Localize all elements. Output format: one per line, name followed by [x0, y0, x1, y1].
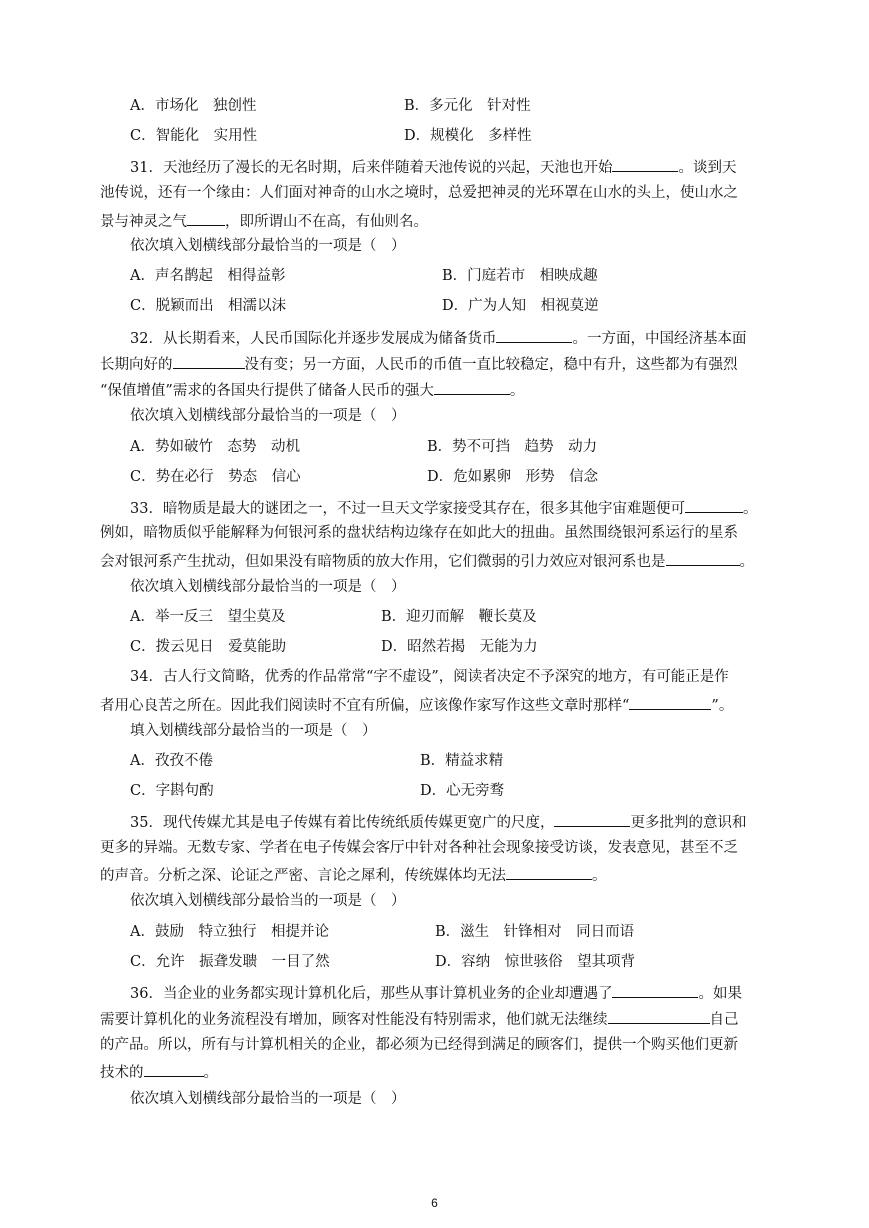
q31-option-b: B．门庭若市 相映成趣 [442, 268, 598, 284]
q36-line-2: 需要计算机化的业务流程没有增加，顾客对性能没有特别需求，他们就无法继续 自己 [100, 1008, 739, 1030]
q33-line-3: 会对银河系产生扰动，但如果没有暗物质的放大作用，它们微弱的引力效应对银河系也是 。 [100, 550, 754, 572]
answer-blank [612, 156, 678, 172]
q31-option-c: C．脱颖而出 相濡以沫 [130, 298, 287, 314]
answer-blank [612, 982, 698, 998]
q34-line-2: 者用心良苦之所在。因此我们阅读时不宜有所偏，应该像作家写作这些文章时那样“ ”。 [100, 694, 733, 716]
q31-line-3: 景与神灵之气 ，即所谓山不在高，有仙则名。 [100, 210, 428, 232]
q35-prompt: 依次填入划横线部分最恰当的一项是（ ） [130, 893, 406, 909]
q32-option-d: D．危如累卵 形势 信念 [427, 469, 599, 485]
answer-blank [629, 694, 711, 710]
answer-blank [173, 353, 245, 369]
q34-prompt: 填入划横线部分最恰当的一项是（ ） [130, 723, 377, 739]
q33-prompt: 依次填入划横线部分最恰当的一项是（ ） [130, 579, 406, 595]
q34-line-1: 34．古人行文简略，优秀的作品常常“字不虚设”，阅读者决定不予深究的地方，有可能正是作 [130, 669, 729, 685]
q30-option-d: D．规模化 多样性 [404, 128, 532, 144]
q35-line-2: 更多的异端。无数专家、学者在电子传媒会客厅中针对各种社会现象接受访谈，发表意见，甚至不乏 [100, 840, 738, 856]
q36-line-3: 的产品。所以，所有与计算机相关的企业，都必须为已经得到满足的顾客们，提供一个购买他们更新 [100, 1037, 738, 1053]
answer-blank [666, 550, 740, 566]
q32-line-2: 长期向好的 没有变；另一方面，人民币的币值一直比较稳定，稳中有升，这些都为有强烈 [100, 353, 738, 375]
page-number: 6 [431, 1196, 438, 1210]
answer-blank [506, 864, 592, 880]
answer-blank [144, 1061, 204, 1077]
q34-option-c: C．字斟句酌 [130, 783, 214, 799]
q32-option-a: A．势如破竹 态势 动机 [130, 439, 300, 455]
q36-line-1: 36．当企业的业务都实现计算机化后，那些从事计算机业务的企业却遭遇了 。如果 [130, 982, 742, 1004]
q35-option-b: B．滋生 针锋相对 同日而语 [435, 924, 635, 940]
q30-option-b: B．多元化 针对性 [404, 98, 531, 114]
q32-line-3: “保值增值”需求的各国央行提供了储备人民币的强大 。 [100, 379, 524, 401]
q31-line-2: 池传说，还有一个缘由：人们面对神奇的山水之境时，总爱把神灵的光环罩在山水的头上，使山水之 [100, 185, 738, 201]
q32-option-b: B．势不可挡 趋势 动力 [427, 439, 598, 455]
answer-blank [496, 327, 572, 343]
answer-blank [685, 497, 743, 513]
answer-blank [434, 379, 510, 395]
q34-option-b: B．精益求精 [420, 753, 504, 769]
q33-option-b: B．迎刃而解 鞭长莫及 [381, 609, 537, 625]
q33-option-a: A．举一反三 望尘莫及 [130, 609, 286, 625]
q34-option-a: A．孜孜不倦 [130, 753, 213, 769]
q34-option-d: D．心无旁骛 [420, 783, 505, 799]
q31-line-1: 31．天池经历了漫长的无名时期，后来伴随着天池传说的兴起，天池也开始 。谈到天 [130, 156, 736, 178]
q35-line-1: 35．现代传媒尤其是电子传媒有着比传统纸质传媒更宽广的尺度， 更多批判的意识和 [130, 811, 746, 833]
q33-option-c: C．拨云见日 爱莫能助 [130, 639, 287, 655]
answer-blank [554, 811, 630, 827]
q33-line-1: 33．暗物质是最大的谜团之一，不过一旦天文学家接受其存在，很多其他宇宙难题便可 。 [130, 497, 757, 519]
q33-option-d: D．昭然若揭 无能为力 [381, 639, 538, 655]
answer-blank [608, 1008, 710, 1024]
q30-option-a: A．市场化 独创性 [130, 98, 257, 114]
answer-blank [187, 210, 225, 226]
q36-prompt: 依次填入划横线部分最恰当的一项是（ ） [130, 1091, 406, 1107]
q32-prompt: 依次填入划横线部分最恰当的一项是（ ） [130, 408, 406, 424]
q31-option-d: D．广为人知 相视莫逆 [442, 298, 599, 314]
q30-option-c: C．智能化 实用性 [130, 128, 258, 144]
q35-option-c: C．允许 振聋发聩 一目了然 [130, 954, 330, 970]
q32-line-1: 32．从长期看来，人民币国际化并逐步发展成为储备货币 。一方面，中国经济基本面 [130, 327, 746, 349]
q31-option-a: A．声名鹊起 相得益彰 [130, 268, 286, 284]
q35-line-3: 的声音。分析之深、论证之严密、言论之犀利，传统媒体均无法 。 [100, 864, 607, 886]
q32-option-c: C．势在必行 势态 信心 [130, 469, 301, 485]
q31-prompt: 依次填入划横线部分最恰当的一项是（ ） [130, 238, 406, 254]
q33-line-2: 例如，暗物质似乎能解释为何银河系的盘状结构边缘存在如此大的扭曲。虽然围绕银河系运行的星系 [100, 525, 738, 541]
q36-line-4: 技术的 。 [100, 1061, 218, 1083]
q35-option-a: A．鼓励 特立独行 相提并论 [130, 924, 329, 940]
q35-option-d: D．容纳 惊世骇俗 望其项背 [435, 954, 636, 970]
